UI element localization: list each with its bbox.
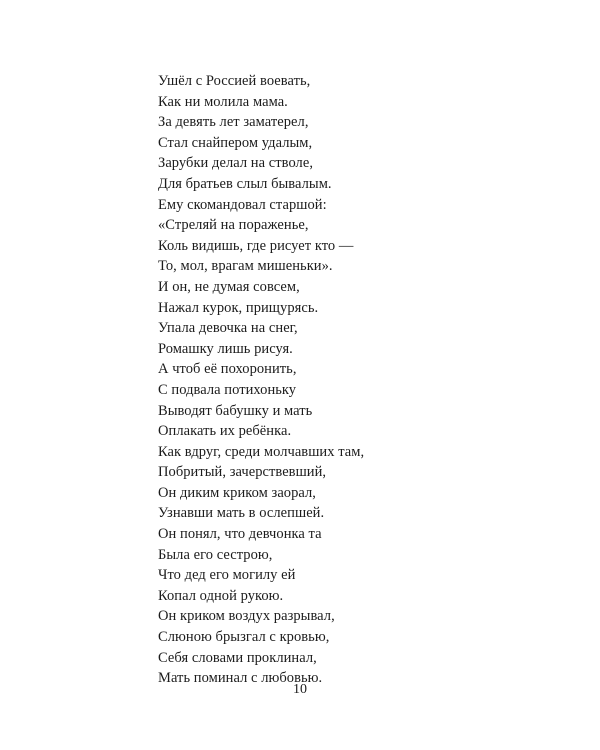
page-number: 10 [293,682,307,697]
poem-line: Упала девочка на снег, [158,320,298,337]
poem-line: «Стреляй на пораженье, [158,217,309,234]
poem-text [158,71,558,689]
poem-line: Побритый, зачерствевший, [158,464,327,481]
poem-line: Мать поминал с любовью. [158,670,323,687]
poem-line: А чтоб её похоронить, [158,361,297,378]
poem-line: Стал снайпером удалым, [158,134,313,151]
poem-line: Он криком воздух разрывал, [158,608,335,625]
poem-line: Он диким криком заорал, [158,484,316,501]
poem-line: И он, не думая совсем, [158,278,300,295]
poem-line: Ему скомандовал старшой: [158,196,327,213]
poem-line: Как вдруг, среди молчавших там, [158,443,365,460]
poem-line: Выводят бабушку и мать [158,402,313,419]
poem-line: Ромашку лишь рисуя. [158,340,293,357]
poem-line: Для братьев слыл бывалым. [158,175,332,192]
poem-line: Оплакать их ребёнка. [158,423,292,440]
poem-line: То, мол, врагам мишеньки». [158,258,333,275]
poem-line: Зарубки делал на стволе, [158,155,313,172]
poem-line: Он понял, что девчонка та [158,526,322,543]
poem-line: Слюною брызгал с кровью, [158,629,330,646]
poem-line: Узнавши мать в ослепшей. [158,505,325,522]
poem-line: Себя словами проклинал, [158,649,317,666]
poem-line: Копал одной рукою. [158,587,284,604]
poem-line: Ушёл с Россией воевать, [158,73,311,89]
poem-line: Коль видишь, где рисует кто — [158,237,354,254]
poem-line: Нажал курок, прищурясь. [158,299,319,316]
poem-line: За девять лет заматерел, [158,114,309,131]
poem-line: Была его сестрою, [158,546,273,563]
poem-line: Как ни молила мама. [158,93,288,110]
poem-line: Что дед его могилу ей [158,567,296,584]
poem-line: С подвала потихоньку [158,381,297,398]
